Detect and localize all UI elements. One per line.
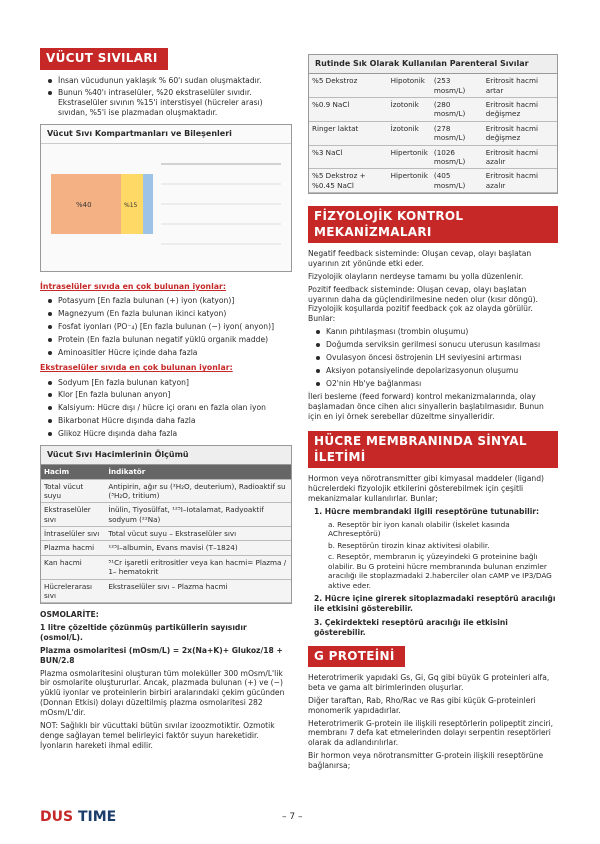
- subheading: Ekstraselüler sıvıda en çok bulunan iyonlar:: [40, 363, 233, 373]
- cell: ⁵¹Cr işaretli eritrositler veya kan hacmi= Plazma / 1– hematokrit: [105, 555, 291, 579]
- list-item: Potasyum [En fazla bulunan (+) iyon (katyon)]: [48, 296, 292, 306]
- extra-list: [48, 378, 292, 439]
- paragraph: Heterotrimerik G-protein ile ilişkili reseptörlerin polipeptit zinciri, membranı 7 defa kat etmelerinden dolayı serpentin reseptörleri olarak da adlandırılırlar.: [308, 718, 554, 748]
- cell: (1026 mosm/L): [431, 145, 483, 169]
- table-row: [309, 145, 557, 169]
- table-row: [41, 503, 291, 527]
- cell: Hipertonik: [388, 169, 431, 193]
- cell: %5 Dekstroz: [309, 74, 388, 97]
- logo-text: TIME: [77, 809, 117, 825]
- table-title: Rutinde Sık Olarak Kullanılan Parenteral Sıvılar: [309, 55, 557, 74]
- cell: Antipirin, ağır su (²H₂O, deuterium), Radioaktif su (³H₂O, tritium): [105, 479, 291, 503]
- table-header: Hacim: [41, 465, 105, 479]
- table-row: [309, 121, 557, 145]
- list-item: 2. Hücre içine girerek sitoplazmadaki reseptörü aracılığı ile etkisini gösterebilir.: [314, 594, 556, 613]
- sub-item: a. Reseptör bir iyon kanalı olabilir (İskelet kasında AChreseptörü): [328, 519, 510, 539]
- list-item: Bikarbonat Hücre dışında daha fazla: [48, 416, 292, 426]
- cell: Hipotonik: [388, 74, 431, 97]
- table-row: [309, 74, 557, 97]
- cell: Ringer laktat: [309, 121, 388, 145]
- paragraph: Plazma osmolaritesi (mOsm/L) = 2x(Na+K)+ Glukoz/18 + BUN/2.8: [40, 645, 283, 665]
- svg-text:%40: %40: [76, 201, 92, 210]
- list-item: Klor [En fazla bulunan anyon]: [48, 390, 292, 400]
- table-title: Vücut Sıvı Hacimlerinin Ölçümü: [41, 446, 291, 465]
- figure-title: Vücut Sıvı Kompartmanları ve Bileşenleri: [41, 125, 291, 144]
- cell: Total vücut suyu: [41, 479, 105, 503]
- cell: İnülin, Tiyosülfat, ¹²⁵I–Iotalamat, Radyoaktif sodyum (²²Na): [105, 503, 291, 527]
- paragraph: Fizyolojik olayların nerdeyse tamamı bu yolla düzenlenir.: [308, 271, 524, 281]
- cell: Eritrosit hacmi azalır: [483, 145, 557, 169]
- list-item: Aminoasitler Hücre içinde daha fazla: [48, 348, 292, 358]
- intro-list: [48, 76, 292, 118]
- list-item: [314, 507, 558, 590]
- cell: %5 Dekstroz + %0.45 NaCl: [309, 169, 388, 193]
- cell: (280 mosm/L): [431, 98, 483, 122]
- list-item: Fosfat iyonları (PO⁻₄) [En fazla bulunan (−) iyon( anyon)]: [48, 322, 292, 332]
- list-item: İnsan vücudunun yaklaşık % 60'ı sudan oluşmaktadır.: [48, 76, 292, 86]
- svg-text:%15: %15: [124, 202, 138, 210]
- positive-list: [316, 327, 558, 388]
- list-item: Magnezyum (En fazla bulunan ikinci katyon): [48, 309, 292, 319]
- list-item: Bunun %40'ı intraselüler, %20 ekstraselüler sıvıdır. Ekstraselüler sıvının %15'i interstisyel (hücreler arası) sıvıdan, %5'i ise plazmadan oluşmaktadır.: [48, 88, 292, 118]
- cell: İzotonik: [388, 121, 431, 145]
- cell: İntraselüler sıvı: [41, 527, 105, 541]
- section-heading: FİZYOLOJİK KONTROL MEKANİZMALARI: [308, 206, 558, 243]
- page-number: – 7 –: [282, 812, 303, 822]
- paragraph: Pozitif feedback sisteminde: Oluşan cevap, olayı başlatan uyarının daha da güçlendirilmesine neden olur (kısır döngü). Fizyolojik koşullarda pozitif feedback çok az olayda görülür. Bunlar:: [308, 284, 538, 324]
- cell: (278 mosm/L): [431, 121, 483, 145]
- cell: %0.9 NaCl: [309, 98, 388, 122]
- list-item: Kanın pıhtılaşması (trombin oluşumu): [316, 327, 558, 337]
- table-row: [309, 169, 557, 193]
- cell: İzotonik: [388, 98, 431, 122]
- compartment-diagram: [41, 144, 291, 264]
- sub-item: c. Reseptör, membranın iç yüzeyindeki G proteinine bağlı olabilir. Bu G proteini hücre membranında bulunan enzimler aracılığı ile stoplazmadaki 2.haberciler olan cAMP ve IP3/DAG aktive eder.: [328, 552, 552, 590]
- table-row: [41, 579, 291, 603]
- section-heading: G PROTEİNİ: [308, 646, 405, 668]
- paragraph: NOT: Sağlıklı bir vücuttaki bütün sıvılar izoozmotiktir. Ozmotik denge sağlayan temel belirleyici faktör suyun hareketidir. İyonların hareketi ihmal edilir.: [40, 720, 275, 750]
- paragraph: Heterotrimerik yapıdaki Gs, Gi, Gq gibi büyük G proteinleri alfa, beta ve gama alt birimlerinden oluşurlar.: [308, 673, 550, 692]
- cell: Ekstraselüler sıvı: [41, 503, 105, 527]
- cell: Eritrosit hacmi değişmez: [483, 121, 557, 145]
- list-item: Glikoz Hücre dışında daha fazla: [48, 429, 292, 439]
- table-row: [309, 98, 557, 122]
- paragraph: Hormon veya nörotransmitter gibi kimyasal maddeler (ligand) hücrelerdeki fizyolojik etkilerini gösterebilmek için çeşitli mekanizmalar kullanılırlar. Bunlar;: [308, 474, 544, 503]
- table-header: İndikatör: [105, 465, 291, 479]
- cell: Ekstraselüler sıvı – Plazma hacmi: [105, 579, 291, 603]
- cell: Hücrelerarası sıvı: [41, 579, 105, 603]
- mechanism-list: [314, 507, 558, 638]
- list-item: Doğumda serviksin gerilmesi sonucu uterusun kasılması: [316, 340, 558, 350]
- intra-list: [48, 296, 292, 357]
- figure-box: [40, 124, 292, 272]
- cell: Eritrosit hacmi azalır: [483, 169, 557, 193]
- volume-table: [40, 445, 292, 604]
- cell: Eritrosit hacmi değişmez: [483, 98, 557, 122]
- list-item: O2'nin Hb'ye bağlanması: [316, 379, 558, 389]
- left-column: [40, 48, 292, 753]
- list-item: Ovulasyon öncesi östrojenin LH seviyesini artırması: [316, 353, 558, 363]
- paragraph: Diğer taraftan, Rab, Rho/Rac ve Ras gibi küçük G-proteinleri monomerik yapıdadırlar.: [308, 695, 536, 715]
- table-row: [41, 555, 291, 579]
- cell: (405 mosm/L): [431, 169, 483, 193]
- section-heading: HÜCRE MEMBRANINDA SİNYAL İLETİMİ: [308, 431, 558, 468]
- paragraph: 1 litre çözeltide çözünmüş partiküllerin sayısıdır (osmol/L).: [40, 623, 247, 642]
- list-item: 3. Çekirdekteki reseptörü aracılığı ile etkisini gösterebilir.: [314, 617, 508, 637]
- paragraph: Negatif feedback sisteminde: Oluşan cevap, olayı başlatan uyarının zıt yönünde etki eder.: [308, 249, 532, 269]
- sub-item: b. Reseptörün tirozin kinaz aktivitesi olabilir.: [328, 540, 490, 550]
- cell: Eritrosit hacmi artar: [483, 74, 557, 97]
- item-text: 1. Hücre membrandaki ilgili reseptörüne tutunabilir:: [314, 506, 540, 516]
- logo-text: DUS: [40, 809, 74, 825]
- osm-heading: OSMOLARİTE:: [40, 610, 99, 620]
- cell: Total vücut suyu – Ekstraselüler sıvı: [105, 527, 291, 541]
- table-row: [41, 541, 291, 555]
- fluids-table: [308, 54, 558, 194]
- cell: Plazma hacmi: [41, 541, 105, 555]
- paragraph: Plazma osmolaritesini oluşturan tüm moleküller 300 mOsm/L'lik bir osmolarite oluştururlar. Ancak, plazmada bulunan (+) ve (−) yüklü iyonlar ve proteinlerin birbiri aralarındaki çekim gücünden (Donnan Etkisi) dolayı düzeltilmiş plazma osmolaritesi 282 mOsm/L'dir.: [40, 668, 285, 717]
- right-column: [308, 48, 558, 774]
- paragraph: Bir hormon veya nörotransmitter G-protein ilişkili reseptörüne bağlanırsa;: [308, 751, 544, 770]
- cell: Kan hacmi: [41, 555, 105, 579]
- cell: ¹²⁵I–albumin, Evans mavisi (T–1824): [105, 541, 291, 555]
- list-item: Sodyum [En fazla bulunan katyon]: [48, 378, 292, 388]
- list-item: Aksiyon potansiyelinde depolarizasyonun oluşumu: [316, 366, 558, 376]
- cell: %3 NaCl: [309, 145, 388, 169]
- paragraph: İleri besleme (feed forward) kontrol mekanizmalarında, olay başlamadan önce cihen alıcı sinyallerin başlatılmasıdır. Bunun için en iyi örnek serebellar düzeltme sinyalleridir.: [308, 392, 544, 422]
- section-heading: VÜCUT SIVILARI: [40, 48, 168, 70]
- list-item: Protein (En fazla bulunan negatif yüklü organik madde): [48, 335, 292, 345]
- cell: (253 mosm/L): [431, 74, 483, 97]
- table-row: [41, 479, 291, 503]
- cell: Hipertonik: [388, 145, 431, 169]
- list-item: Kalsiyum: Hücre dışı / hücre içi oranı en fazla olan iyon: [48, 403, 292, 413]
- subheading: İntraselüler sıvıda en çok bulunan iyonlar:: [40, 282, 227, 292]
- logo: [40, 808, 116, 826]
- table-row: [41, 527, 291, 541]
